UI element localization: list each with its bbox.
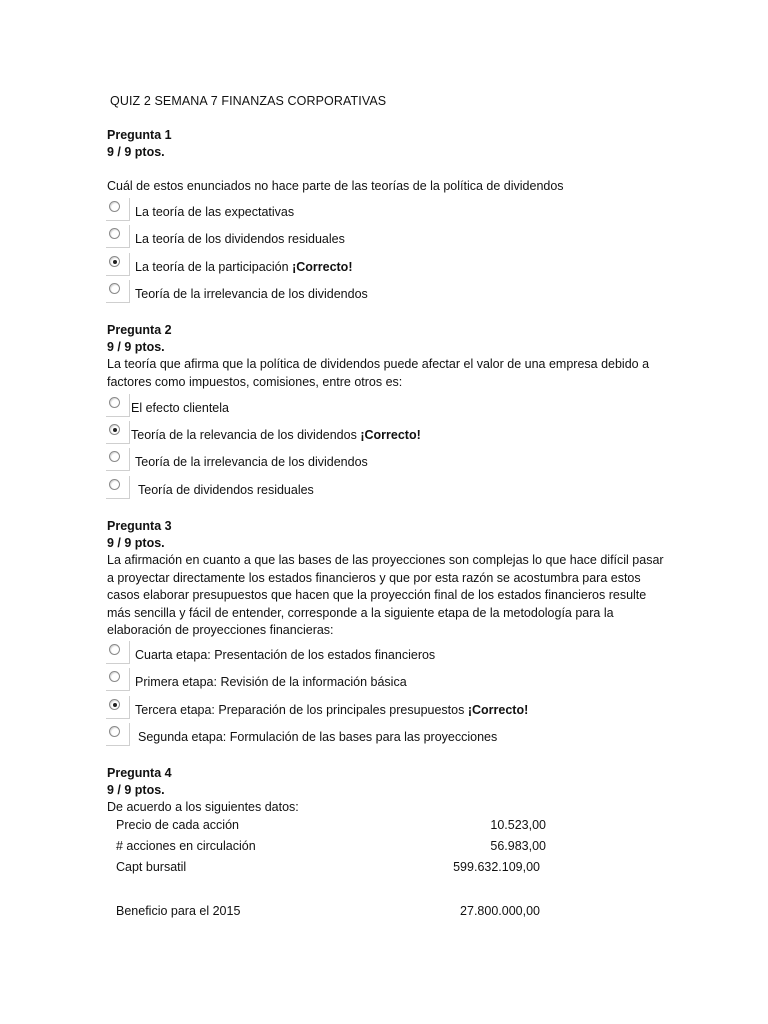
correct-feedback: ¡Correcto! xyxy=(292,260,353,274)
radio-button-selected-icon[interactable] xyxy=(109,699,120,710)
radio-button-icon[interactable] xyxy=(109,228,120,239)
correct-feedback: ¡Correcto! xyxy=(360,428,421,442)
radio-button-icon[interactable] xyxy=(109,479,120,490)
question-3-score: 9 / 9 ptos. xyxy=(107,536,165,550)
data-value: 599.632.109,00 xyxy=(453,860,540,874)
question-1-score: 9 / 9 ptos. xyxy=(107,145,165,159)
radio-button-icon[interactable] xyxy=(109,201,120,212)
data-label: Beneficio para el 2015 xyxy=(116,904,241,918)
data-value: 10.523,00 xyxy=(490,818,546,832)
question-3-option-4[interactable] xyxy=(106,723,666,749)
radio-button-icon[interactable] xyxy=(109,726,120,737)
question-3-text: La afirmación en cuanto a que las bases de las proyecciones son complejas lo que hace difícil pasar a proyectar directamente los estados financieros y que por esta razón se acostumbra para estos casos elaborar presupuestos que hacen que la proyección final de los estados financieros resulte más sencilla y fácil de entender, corresponde a la siguiente etapa de la metodología para la elaboración de proyecciones financieras: xyxy=(107,553,664,637)
option-label: Segunda etapa: Formulación de las bases para las proyecciones xyxy=(138,730,498,744)
question-2-option-3[interactable] xyxy=(106,448,666,474)
question-1-text: Cuál de estos enunciados no hace parte de las teorías de la política de dividendos xyxy=(107,179,564,193)
radio-button-icon[interactable] xyxy=(109,671,120,682)
question-1-option-1[interactable] xyxy=(106,198,666,224)
question-4-heading: Pregunta 4 xyxy=(107,766,172,780)
question-2-option-4[interactable] xyxy=(106,476,666,502)
data-label: # acciones en circulación xyxy=(116,839,256,853)
data-label: Precio de cada acción xyxy=(116,818,239,832)
option-label: La teoría de los dividendos residuales xyxy=(135,232,345,246)
data-row-market-cap xyxy=(116,860,546,878)
question-3-option-2[interactable] xyxy=(106,668,666,694)
question-1-option-4[interactable] xyxy=(106,280,666,306)
data-label: Capt bursatil xyxy=(116,860,187,874)
data-value: 56.983,00 xyxy=(490,839,546,853)
data-row-price xyxy=(116,818,546,836)
option-label: Teoría de la irrelevancia de los dividendos xyxy=(135,287,368,301)
option-label: Teoría de la irrelevancia de los dividendos xyxy=(135,455,368,469)
data-row-profit xyxy=(116,904,546,922)
question-1-heading: Pregunta 1 xyxy=(107,128,172,142)
option-label: Primera etapa: Revisión de la información básica xyxy=(135,675,407,689)
correct-feedback: ¡Correcto! xyxy=(467,703,529,717)
option-label: La teoría de las expectativas xyxy=(135,205,295,219)
question-4-text: De acuerdo a los siguientes datos: xyxy=(107,800,299,814)
question-2-score: 9 / 9 ptos. xyxy=(107,340,165,354)
radio-button-selected-icon[interactable] xyxy=(109,424,120,435)
question-2-option-1[interactable] xyxy=(106,394,666,420)
question-2-text: La teoría que afirma que la política de dividendos puede afectar el valor de una empresa debido a factores como impuestos, comisiones, entre otros es: xyxy=(107,357,650,389)
question-3-option-1[interactable] xyxy=(106,641,666,667)
option-label: Tercera etapa: Preparación de los principales presupuestos xyxy=(135,703,465,717)
radio-button-icon[interactable] xyxy=(109,451,120,462)
option-label: El efecto clientela xyxy=(131,401,229,415)
radio-button-icon[interactable] xyxy=(109,283,120,294)
option-label: La teoría de la participación xyxy=(135,260,289,274)
question-3-option-3[interactable] xyxy=(106,696,666,722)
data-row-shares xyxy=(116,839,546,857)
data-value: 27.800.000,00 xyxy=(460,904,540,918)
option-label: Teoría de la relevancia de los dividendos xyxy=(131,428,357,442)
radio-button-icon[interactable] xyxy=(109,397,120,408)
radio-button-icon[interactable] xyxy=(109,644,120,655)
question-3-heading: Pregunta 3 xyxy=(107,519,172,533)
document-title: QUIZ 2 SEMANA 7 FINANZAS CORPORATIVAS xyxy=(110,94,387,108)
question-1-option-3[interactable] xyxy=(106,253,666,279)
option-label: Teoría de dividendos residuales xyxy=(138,483,314,497)
radio-button-selected-icon[interactable] xyxy=(109,256,120,267)
question-2-heading: Pregunta 2 xyxy=(107,323,172,337)
question-4-score: 9 / 9 ptos. xyxy=(107,783,165,797)
question-1-option-2[interactable] xyxy=(106,225,666,251)
question-2-option-2[interactable] xyxy=(106,421,666,447)
option-label: Cuarta etapa: Presentación de los estados financieros xyxy=(135,648,436,662)
